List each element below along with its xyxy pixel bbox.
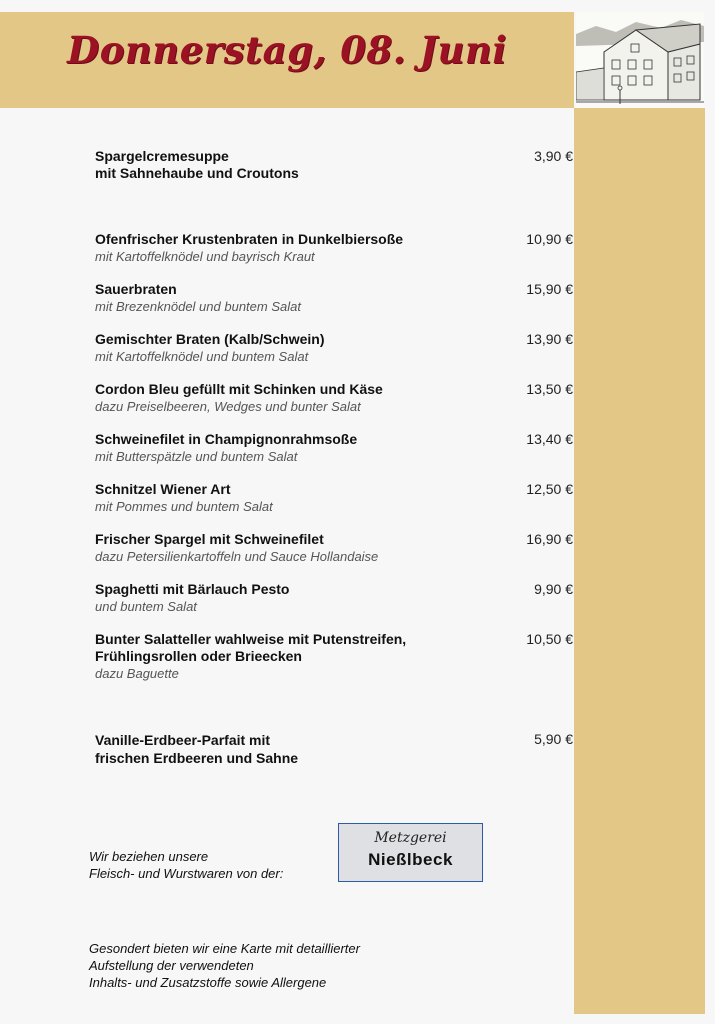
menu-item — [95, 231, 573, 265]
metzgerei-label: Metzgerei — [374, 830, 447, 846]
menu-item — [95, 431, 573, 465]
allergen-note: Gesondert bieten wir eine Karte mit detaillierter Aufstellung der verwendeten Inhalts- und Zusatzstoffe sowie Allergene — [89, 941, 360, 990]
menu-item — [95, 581, 573, 615]
menu-item-description: dazu Preiselbeeren, Wedges und bunter Salat — [95, 399, 361, 414]
menu-item-description: und buntem Salat — [95, 599, 197, 614]
menu-item-name: Schnitzel Wiener Art — [95, 481, 231, 497]
menu-item-price: 13,90 € — [526, 331, 573, 347]
menu-item-name: Ofenfrischer Krustenbraten in Dunkelbiersoße — [95, 231, 404, 247]
menu-item — [95, 331, 573, 365]
menu-item-price: 9,90 € — [534, 581, 573, 597]
menu-item-description: mit Butterspätzle und buntem Salat — [95, 449, 298, 464]
menu-item-name: Sauerbraten — [95, 281, 177, 297]
menu-item-name: Cordon Bleu gefüllt mit Schinken und Käse — [95, 381, 383, 397]
page-title: Donnerstag, 08. Juni — [67, 28, 507, 72]
menu-item-price: 12,50 € — [526, 481, 573, 497]
menu-item-description: dazu Baguette — [95, 666, 179, 681]
menu-item-description: mit Kartoffelknödel und buntem Salat — [95, 349, 309, 364]
menu-item-price: 13,40 € — [526, 431, 573, 447]
menu-item-price: 10,50 € — [526, 631, 573, 647]
menu-item-price: 16,90 € — [526, 531, 573, 547]
menu-item — [95, 631, 573, 682]
menu-item — [95, 148, 573, 182]
menu-item — [95, 531, 573, 565]
menu-item-name: Bunter Salatteller wahlweise mit Putenstreifen, Frühlingsrollen oder Brieecken — [95, 631, 407, 664]
menu-item-name: Schweinefilet in Champignonrahmsoße — [95, 431, 358, 447]
menu-item-name: Vanille-Erdbeer-Parfait mit frischen Erdbeeren und Sahne — [95, 732, 299, 766]
building-sketch-icon — [576, 12, 704, 108]
menu-item-description: dazu Petersilienkartoffeln und Sauce Hollandaise — [95, 549, 379, 564]
metzgerei-name: Nießlbeck — [368, 850, 453, 869]
menu-item-price: 5,90 € — [534, 731, 573, 747]
menu-item-name: Gemischter Braten (Kalb/Schwein) — [95, 331, 325, 347]
menu-item-description: mit Brezenknödel und buntem Salat — [95, 299, 301, 314]
right-side-band — [574, 108, 705, 1014]
menu-item-name: Spargelcremesuppe mit Sahnehaube und Croutons — [95, 148, 299, 181]
menu-item — [95, 381, 573, 415]
metzgerei-logo-box — [338, 823, 483, 882]
menu-item-name: Frischer Spargel mit Schweinefilet — [95, 531, 324, 547]
menu-item-description: mit Pommes und buntem Salat — [95, 499, 273, 514]
menu-item — [95, 481, 573, 515]
menu-item-description: mit Kartoffelknödel und bayrisch Kraut — [95, 249, 315, 264]
menu-item-name: Spaghetti mit Bärlauch Pesto — [95, 581, 290, 597]
menu-item-price: 15,90 € — [526, 281, 573, 297]
menu-item-price: 3,90 € — [534, 148, 573, 164]
menu-item — [95, 731, 573, 767]
supplier-text: Wir beziehen unsere Fleisch- und Wurstwaren von der: — [89, 849, 284, 881]
menu-item-price: 10,90 € — [526, 231, 573, 247]
menu-item-price: 13,50 € — [526, 381, 573, 397]
menu-item — [95, 281, 573, 315]
inn-sketch-image — [576, 12, 704, 108]
